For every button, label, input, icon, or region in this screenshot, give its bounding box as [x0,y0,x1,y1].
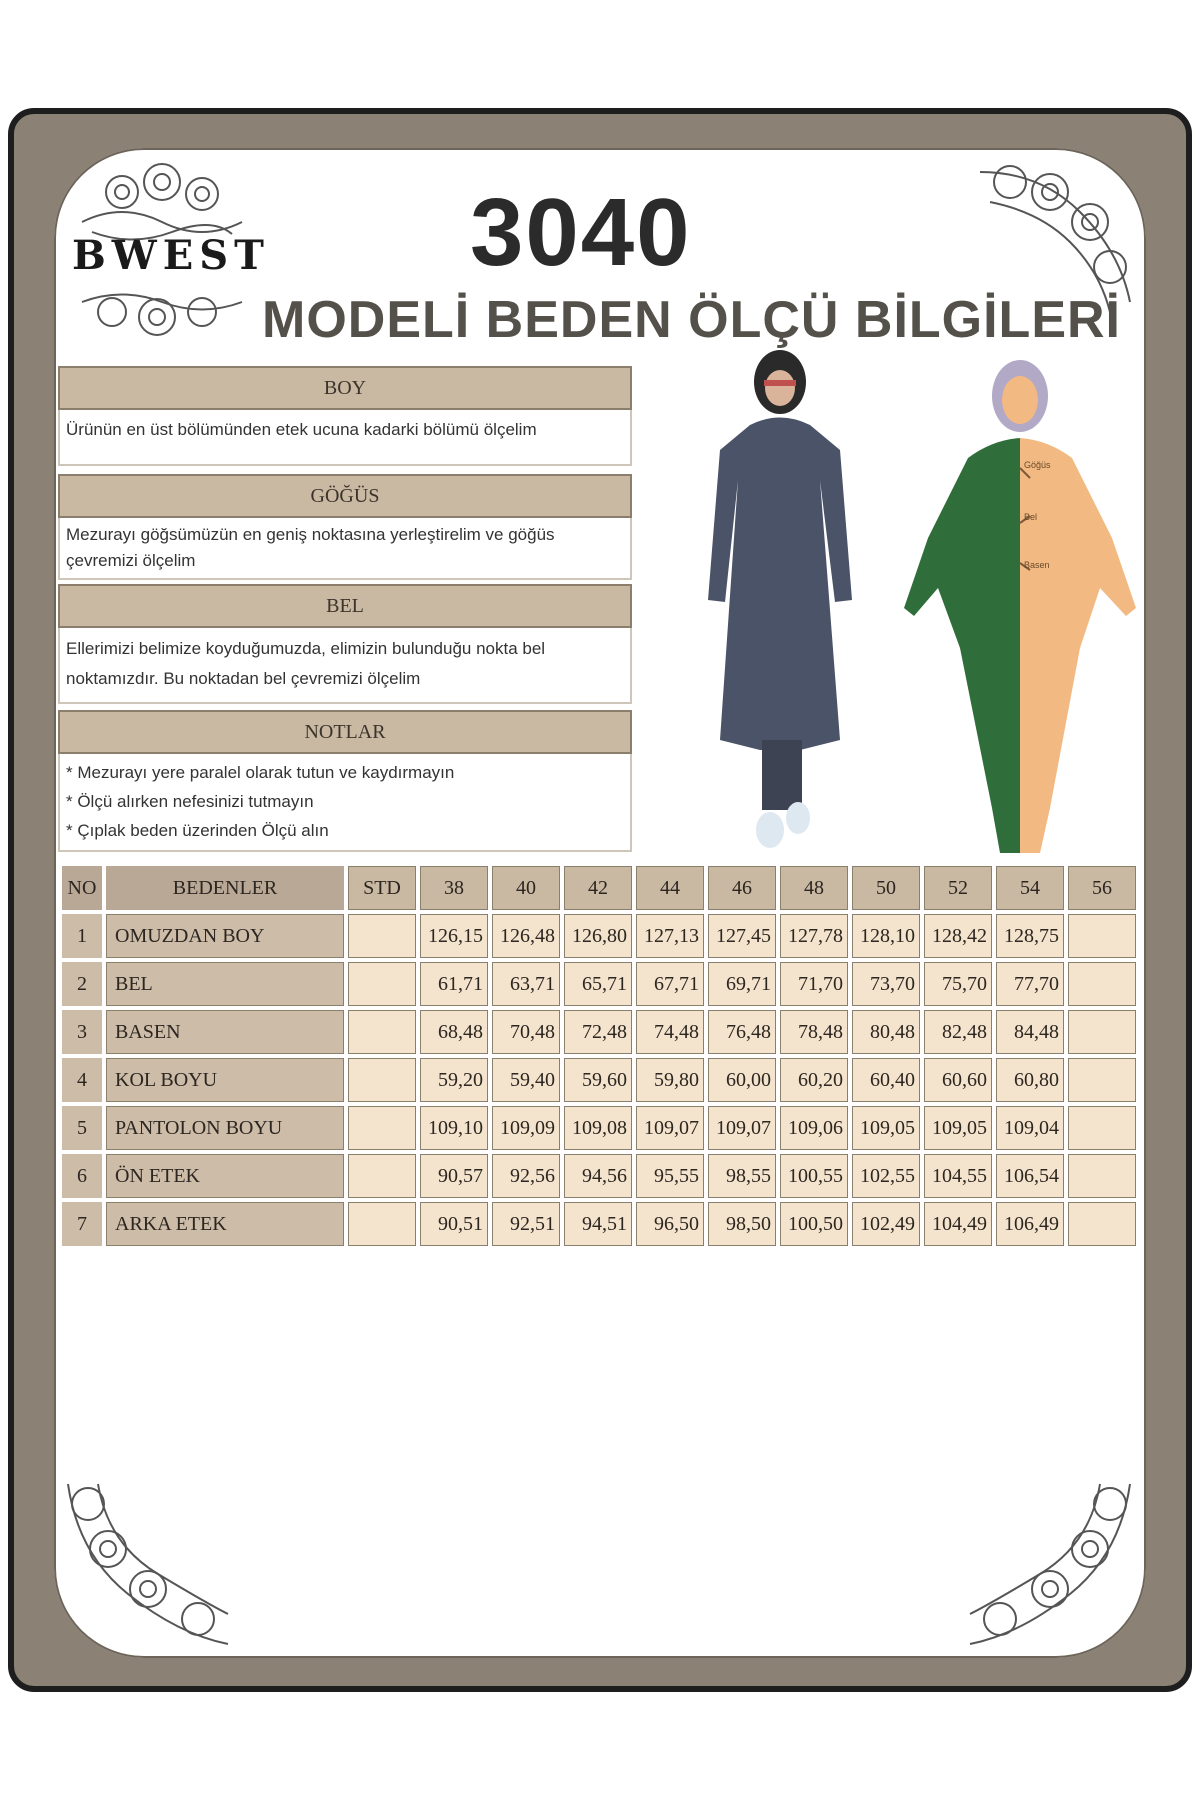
size-value-cell: 75,70 [924,962,992,1006]
std-cell [348,1106,416,1150]
section-heading: BEL [58,584,632,628]
row-label: ÖN ETEK [106,1154,344,1198]
size-value-cell: 59,40 [492,1058,560,1102]
column-header: 48 [780,866,848,910]
column-header: 42 [564,866,632,910]
floral-ornament-bottom-left-icon [58,1474,238,1654]
brand-logo: BWEST [72,232,270,279]
size-value-cell: 76,48 [708,1010,776,1054]
std-cell [348,1058,416,1102]
size-value-cell: 96,50 [636,1202,704,1246]
size-value-cell [1068,1202,1136,1246]
size-value-cell: 109,05 [852,1106,920,1150]
section-line: * Çıplak beden üzerinden Ölçü alın [66,821,329,840]
model-photo [680,340,880,860]
column-header: 50 [852,866,920,910]
size-value-cell: 84,48 [996,1010,1064,1054]
size-value-cell: 67,71 [636,962,704,1006]
size-value-cell [1068,962,1136,1006]
column-header: 46 [708,866,776,910]
std-cell [348,962,416,1006]
size-value-cell [1068,1106,1136,1150]
size-value-cell: 60,00 [708,1058,776,1102]
size-value-cell: 94,51 [564,1202,632,1246]
table-row [62,1154,1136,1198]
size-value-cell: 127,45 [708,914,776,958]
row-label: OMUZDAN BOY [106,914,344,958]
size-value-cell: 102,55 [852,1154,920,1198]
size-value-cell: 60,40 [852,1058,920,1102]
section-heading: NOTLAR [58,710,632,754]
size-value-cell: 80,48 [852,1010,920,1054]
row-label: PANTOLON BOYU [106,1106,344,1150]
size-value-cell: 104,49 [924,1202,992,1246]
size-value-cell: 59,20 [420,1058,488,1102]
size-value-cell: 60,80 [996,1058,1064,1102]
size-value-cell: 70,48 [492,1010,560,1054]
std-cell [348,1010,416,1054]
size-value-cell: 63,71 [492,962,560,1006]
table-row [62,1058,1136,1102]
size-value-cell [1068,914,1136,958]
size-value-cell: 60,20 [780,1058,848,1102]
section-text [58,410,632,466]
size-value-cell: 65,71 [564,962,632,1006]
size-table [58,862,1140,1250]
size-value-cell: 100,50 [780,1202,848,1246]
table-row [62,1202,1136,1246]
section-line: noktamızdır. Bu noktadan bel çevremizi ölçelim [66,669,421,688]
size-value-cell: 95,55 [636,1154,704,1198]
size-value-cell: 109,09 [492,1106,560,1150]
size-value-cell: 126,80 [564,914,632,958]
column-header: 40 [492,866,560,910]
size-value-cell: 128,42 [924,914,992,958]
table-header-row [62,866,1136,910]
size-value-cell: 73,70 [852,962,920,1006]
size-value-cell: 109,06 [780,1106,848,1150]
size-value-cell: 109,08 [564,1106,632,1150]
size-value-cell: 109,10 [420,1106,488,1150]
figure-label-bel: Bel [1024,512,1038,522]
size-value-cell: 109,07 [636,1106,704,1150]
size-value-cell: 109,07 [708,1106,776,1150]
section-gogus [58,474,632,580]
size-value-cell: 90,57 [420,1154,488,1198]
size-value-cell: 60,60 [924,1058,992,1102]
size-value-cell: 98,55 [708,1154,776,1198]
size-value-cell [1068,1010,1136,1054]
size-value-cell: 127,13 [636,914,704,958]
column-header: NO [62,866,102,910]
row-number: 2 [62,962,102,1006]
size-value-cell: 128,75 [996,914,1064,958]
section-bel [58,584,632,704]
section-text [58,518,632,580]
table-row [62,1106,1136,1150]
size-value-cell: 94,56 [564,1154,632,1198]
size-value-cell: 68,48 [420,1010,488,1054]
size-value-cell: 126,15 [420,914,488,958]
size-value-cell: 127,78 [780,914,848,958]
size-value-cell: 69,71 [708,962,776,1006]
column-header: STD [348,866,416,910]
row-number: 4 [62,1058,102,1102]
model-number: 3040 [470,179,692,286]
size-value-cell: 92,51 [492,1202,560,1246]
size-value-cell [1068,1154,1136,1198]
section-line: * Mezurayı yere paralel olarak tutun ve kaydırmayın [66,763,455,782]
size-value-cell: 92,56 [492,1154,560,1198]
size-value-cell: 98,50 [708,1202,776,1246]
section-text [58,754,632,852]
size-value-cell: 59,80 [636,1058,704,1102]
size-value-cell: 74,48 [636,1010,704,1054]
section-heading: BOY [58,366,632,410]
table-row [62,1010,1136,1054]
figure-label-gogus: Göğüs [1024,460,1051,470]
std-cell [348,1202,416,1246]
figure-label-basen: Basen [1024,560,1050,570]
column-header: 54 [996,866,1064,910]
size-value-cell: 72,48 [564,1010,632,1054]
size-value-cell: 61,71 [420,962,488,1006]
measurement-figure [900,348,1140,858]
row-number: 7 [62,1202,102,1246]
section-text [58,628,632,704]
row-number: 6 [62,1154,102,1198]
section-boy [58,366,632,466]
row-label: BEL [106,962,344,1006]
row-label: BASEN [106,1010,344,1054]
floral-ornament-bottom-right-icon [960,1474,1140,1654]
column-header: 56 [1068,866,1136,910]
row-label: ARKA ETEK [106,1202,344,1246]
column-header: 44 [636,866,704,910]
section-line: Ellerimizi belimize koyduğumuzda, elimizin bulunduğu nokta bel [66,639,546,658]
std-cell [348,914,416,958]
std-cell [348,1154,416,1198]
size-value-cell: 109,05 [924,1106,992,1150]
size-value-cell: 106,54 [996,1154,1064,1198]
section-line: Ürünün en üst bölümünden etek ucuna kadarki bölümü ölçelim [66,420,537,439]
table-row [62,914,1136,958]
size-value-cell: 78,48 [780,1010,848,1054]
row-number: 3 [62,1010,102,1054]
row-number: 1 [62,914,102,958]
section-notlar [58,710,632,852]
column-header: BEDENLER [106,866,344,910]
page-title: MODELİ BEDEN ÖLÇÜ BİLGİLERİ [262,291,1121,349]
section-line: * Ölçü alırken nefesinizi tutmayın [66,792,314,811]
section-heading: GÖĞÜS [58,474,632,518]
size-value-cell: 71,70 [780,962,848,1006]
row-label: KOL BOYU [106,1058,344,1102]
size-value-cell: 126,48 [492,914,560,958]
size-value-cell: 77,70 [996,962,1064,1006]
size-value-cell: 82,48 [924,1010,992,1054]
size-value-cell: 59,60 [564,1058,632,1102]
column-header: 52 [924,866,992,910]
size-value-cell: 106,49 [996,1202,1064,1246]
size-value-cell: 128,10 [852,914,920,958]
section-line: Mezurayı göğsümüzün en geniş noktasına yerleştirelim ve göğüs [66,525,555,544]
size-value-cell: 104,55 [924,1154,992,1198]
size-value-cell: 100,55 [780,1154,848,1198]
column-header: 38 [420,866,488,910]
size-value-cell: 102,49 [852,1202,920,1246]
size-value-cell [1068,1058,1136,1102]
size-value-cell: 90,51 [420,1202,488,1246]
table-row [62,962,1136,1006]
row-number: 5 [62,1106,102,1150]
section-line: çevremizi ölçelim [66,551,196,570]
size-value-cell: 109,04 [996,1106,1064,1150]
